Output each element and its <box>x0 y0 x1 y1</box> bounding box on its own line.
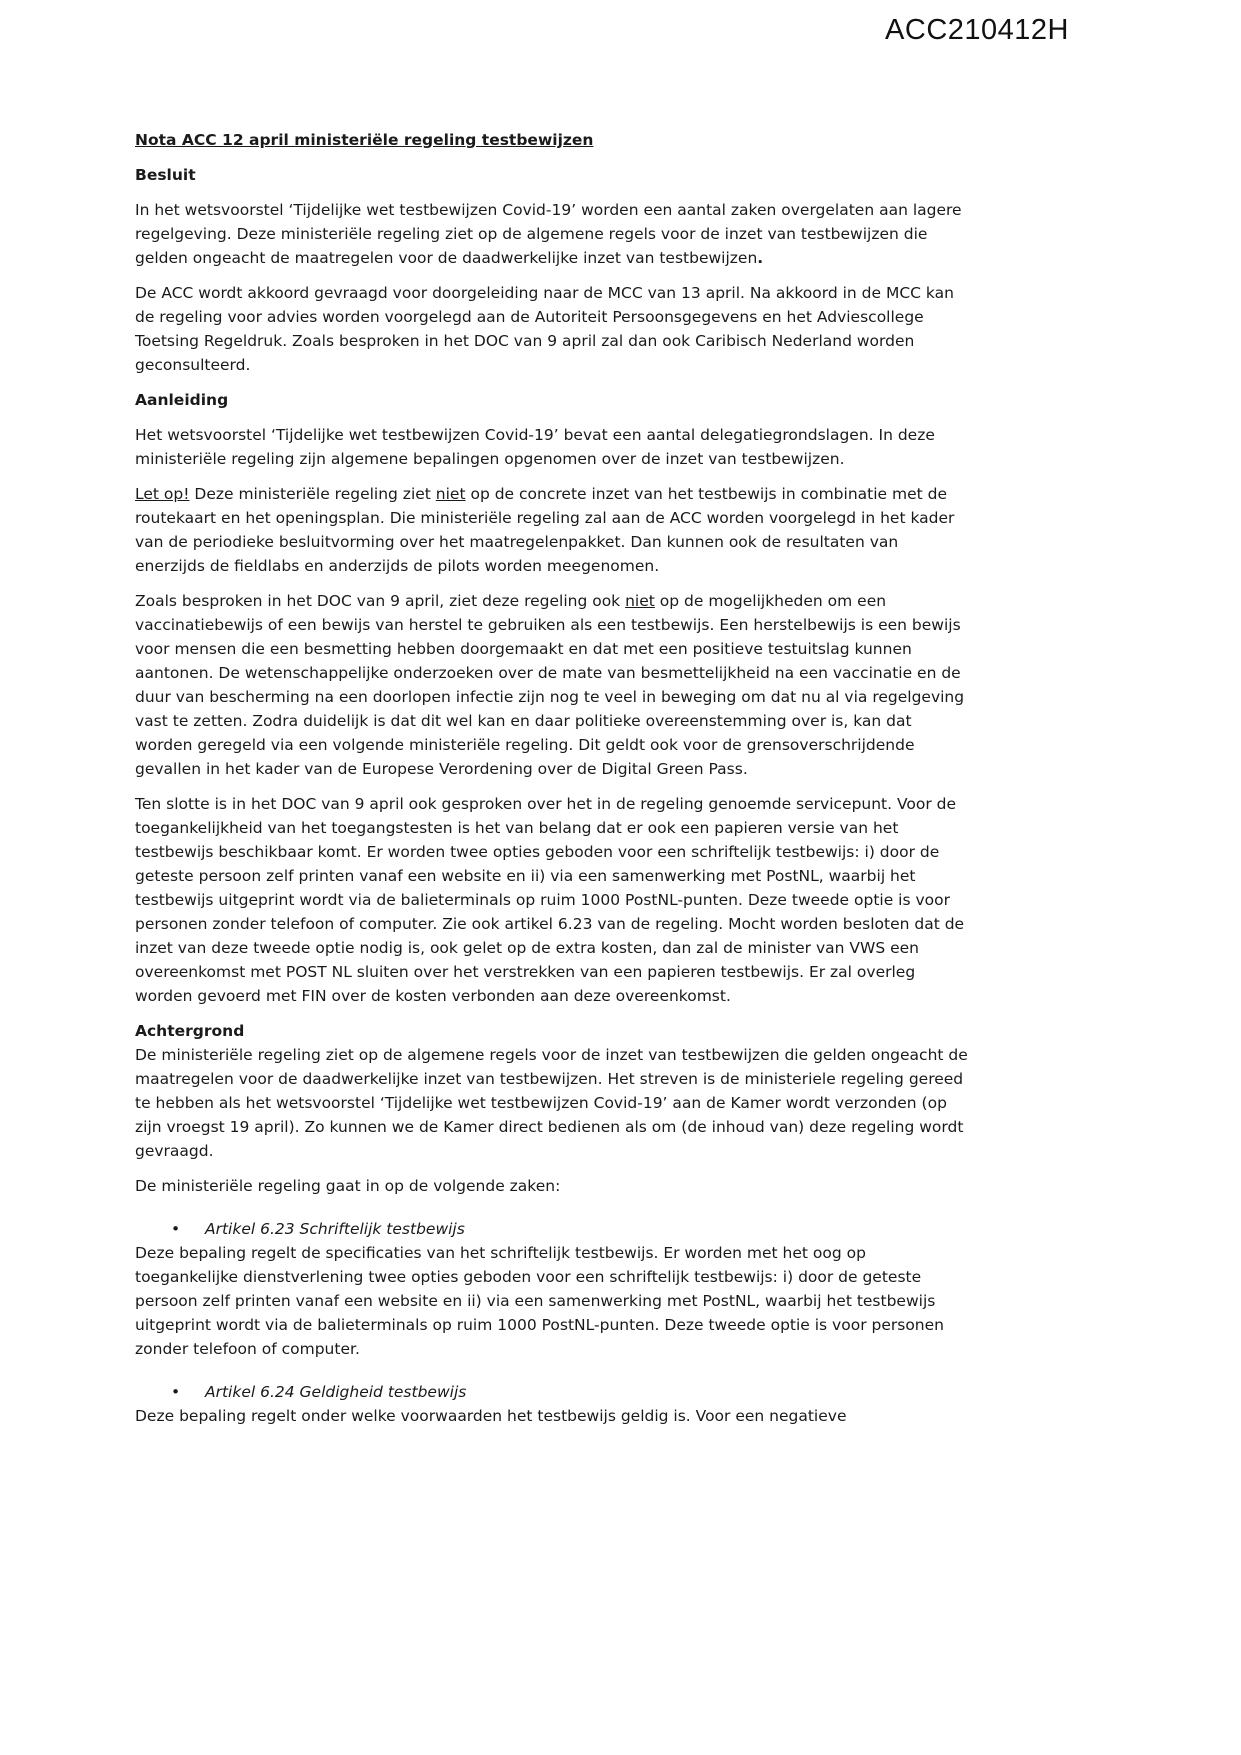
text-segment: niet <box>625 592 655 610</box>
bullet-text <box>205 1383 466 1401</box>
text-segment: Deze bepaling regelt onder welke voorwaarden het testbewijs geldig is. Voor een negatieve <box>135 1407 847 1425</box>
text-segment: Artikel 6.24 Geldigheid testbewijs <box>205 1383 467 1401</box>
text-segment: De ministeriële regeling ziet op de algemene regels voor de inzet van testbewijzen die gelden ongeacht de maatregelen voor de daadwerkelijke inzet van testbewijzen. Het streven is de ministeriele regeling gereed te hebben als het wetsvoorstel ‘Tijdelijke wet testbewijzen Covid-19’ aan de Kamer wordt verzonden (op zijn vroegst 19 april). Zo kunnen we de Kamer direct bedienen als om (de inhoud van) deze regeling wordt gevraagd. <box>135 1046 968 1160</box>
text-segment: . <box>757 249 764 267</box>
bullet-icon: • <box>171 1383 181 1401</box>
bullet-text <box>205 1220 465 1238</box>
text-segment: Nota ACC 12 april ministeriële regeling testbewijzen <box>135 131 594 149</box>
text-segment: op de mogelijkheden om een vaccinatiebewijs of een bewijs van herstel te gebruiken als een testbewijs. Een herstelbewijs is een bewijs voor mensen die een besmetting hebben doorgemaakt en dat met een positieve testuitslag kunnen aantonen. De wetenschappelijke onderzoeken over de mate van besmettelijkheid na een vaccinatie en de duur van bescherming na een doorlopen infectie zijn nog te veel in beweging om dat nu al via regelgeving vast te zetten. Zodra duidelijk is dat dit wel kan en daar politieke overeenstemming over is, kan dat worden geregeld via een volgende ministeriële regeling. Dit geldt ook voor de grensoverschrijdende gevallen in het kader van de Europese Verordening over de Digital Green Pass. <box>135 592 965 778</box>
text-segment: Zoals besproken in het DOC van 9 april, ziet deze regeling ook <box>135 592 626 610</box>
paragraph <box>135 1043 968 1163</box>
text-segment: niet <box>435 485 466 503</box>
text-segment: op de concrete inzet van het testbewijs in combinatie met de routekaart en het openingsplan. Die ministeriële regeling zal aan de ACC worden voorgelegd in het kader van de periodieke besluitvorming over het maatregelenpakket. Dan kunnen ook de resultaten van enerzijds de fieldlabs en anderzijds de pilots worden meegenomen. <box>135 485 955 575</box>
text-segment: In het wetsvoorstel ‘Tijdelijke wet testbewijzen Covid-19’ worden een aantal zaken overgelaten aan lagere regelgeving. Deze ministeriële regeling ziet op de algemene regels voor de inzet van testbewijzen die gelden ongeacht de maatregelen voor de daadwerkelijke inzet van testbewijzen <box>135 201 962 267</box>
paragraph <box>135 1241 968 1361</box>
section-heading: Besluit <box>135 166 196 184</box>
text-segment: Let op! <box>135 485 190 503</box>
text-segment: De ministeriële regeling gaat in op de volgende zaken: <box>135 1177 561 1195</box>
section-heading: Achtergrond <box>135 1022 245 1040</box>
paragraph <box>135 1404 968 1428</box>
document-title <box>135 128 968 152</box>
text-segment: Het wetsvoorstel ‘Tijdelijke wet testbewijzen Covid-19’ bevat een aantal delegatiegrondslagen. In deze ministeriële regeling zijn algemene bepalingen opgenomen over de inzet van testbewijzen. <box>135 426 935 468</box>
text-segment: De ACC wordt akkoord gevraagd voor doorgeleiding naar de MCC van 13 april. Na akkoord in de MCC kan de regeling voor advies worden voorgelegd aan de Autoriteit Persoonsgegevens en het Adviescollege Toetsing Regeldruk. Zoals besproken in het DOC van 9 april zal dan ook Caribisch Nederland worden geconsulteerd. <box>135 284 954 374</box>
bullet-item <box>135 1217 968 1241</box>
paragraph <box>135 482 968 578</box>
paragraph <box>135 589 968 781</box>
text-segment: Artikel 6.23 Schriftelijk testbewijs <box>205 1220 465 1238</box>
paragraph <box>135 792 968 1008</box>
paragraph <box>135 281 968 377</box>
document-body <box>135 128 968 1428</box>
section-heading: Aanleiding <box>135 391 229 409</box>
bullet-item <box>135 1380 968 1404</box>
paragraph <box>135 198 968 270</box>
paragraph <box>135 423 968 471</box>
text-segment: Deze ministeriële regeling ziet <box>189 485 436 503</box>
document-code: ACC210412H <box>885 14 1069 46</box>
text-segment: Ten slotte is in het DOC van 9 april ook gesproken over het in de regeling genoemde servicepunt. Voor de toegankelijkheid van het toegangstesten is het van belang dat er ook een papieren versie van het testbewijs beschikbaar komt. Er worden twee opties geboden voor een schriftelijk testbewijs: i) door de geteste persoon zelf printen vanaf een website en ii) via een samenwerking met PostNL, waarbij het testbewijs uitgeprint wordt via de balieterminals op ruim 1000 PostNL-punten. Deze tweede optie is voor personen zonder telefoon of computer. Zie ook artikel 6.23 van de regeling. Mocht worden besloten dat de inzet van deze tweede optie nodig is, ook gelet op de extra kosten, dan zal de minister van VWS een overeenkomst met POST NL sluiten over het verstrekken van een papieren testbewijs. Er zal overleg worden gevoerd met FIN over de kosten verbonden aan deze overeenkomst. <box>135 795 965 1005</box>
paragraph <box>135 1174 968 1198</box>
text-segment: Deze bepaling regelt de specificaties van het schriftelijk testbewijs. Er worden met het oog op toegankelijke dienstverlening twee opties geboden voor een schriftelijk testbewijs: i) door de geteste persoon zelf printen vanaf een website en ii) via een samenwerking met PostNL, waarbij het testbewijs uitgeprint wordt via de balieterminals op ruim 1000 PostNL-punten. Deze tweede optie is voor personen zonder telefoon of computer. <box>135 1244 944 1358</box>
bullet-icon: • <box>171 1220 181 1238</box>
